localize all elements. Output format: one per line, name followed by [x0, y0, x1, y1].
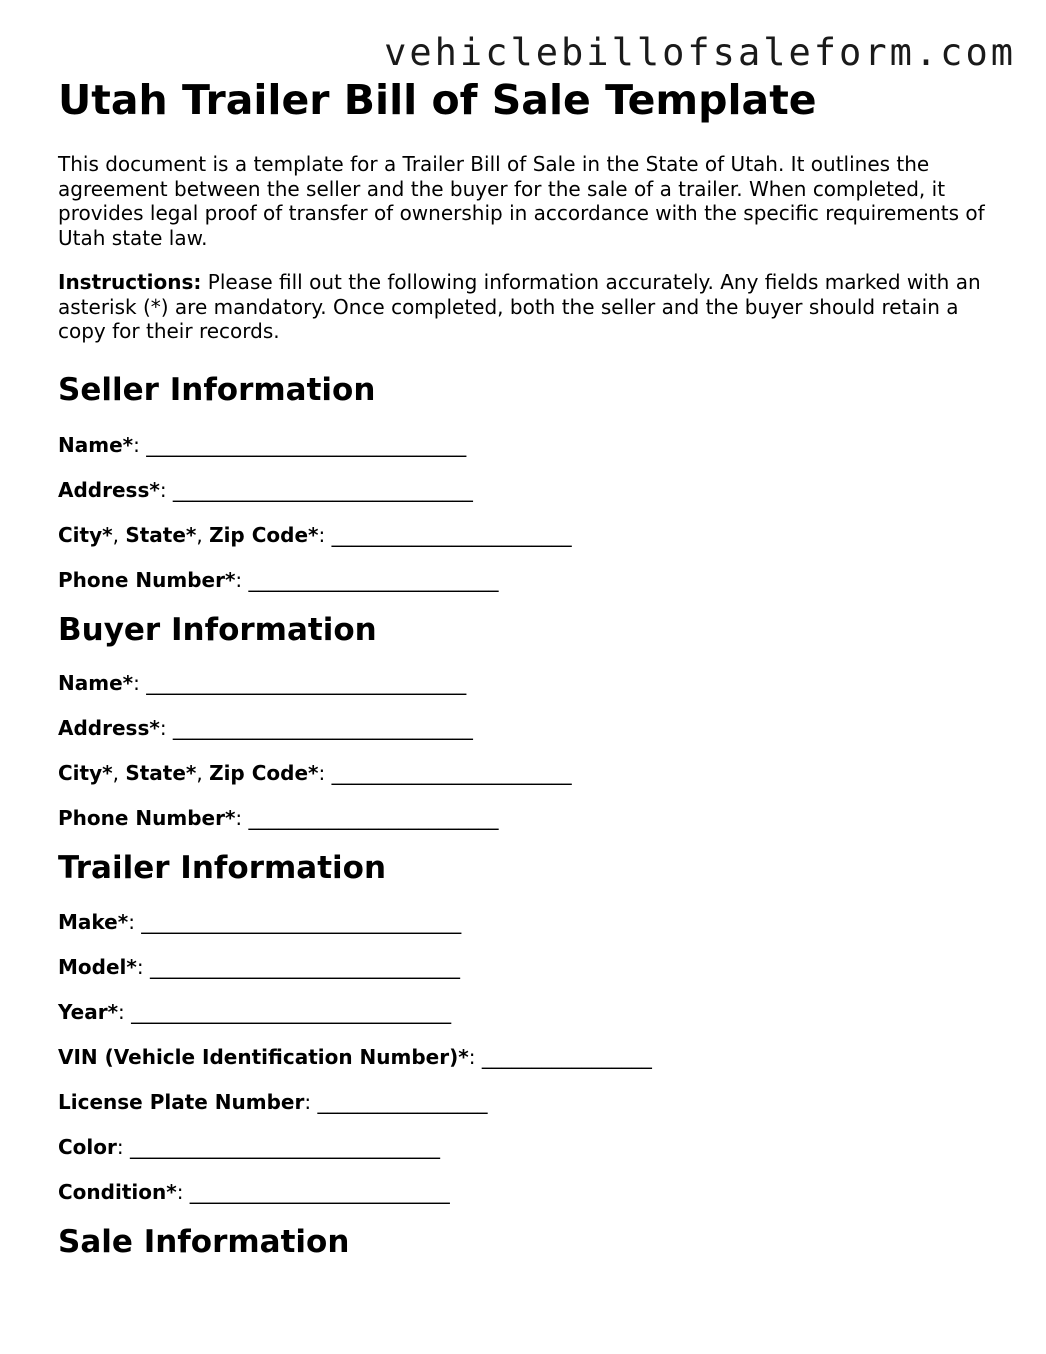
seller-phone-label: Phone Number* — [58, 567, 236, 592]
sale-heading: Sale Information — [58, 1223, 350, 1260]
trailer-license-plate-field[interactable]: License Plate Number: _________________ — [58, 1089, 488, 1114]
trailer-year-label: Year* — [58, 999, 119, 1024]
seller-phone-blank[interactable]: _________________________ — [248, 567, 499, 592]
seller-address-label: Address* — [58, 477, 160, 502]
trailer-condition-label: Condition* — [58, 1179, 177, 1204]
watermark: vehiclebillofsaleform.com — [384, 31, 1016, 74]
buyer-phone-blank[interactable]: _________________________ — [248, 805, 499, 830]
trailer-condition-field[interactable]: Condition*: __________________________ — [58, 1179, 450, 1204]
buyer-address-blank[interactable]: ______________________________ — [172, 715, 473, 740]
seller-city-state-zip-blank[interactable]: ________________________ — [331, 522, 572, 547]
buyer-name-blank[interactable]: ________________________________ — [146, 670, 467, 695]
trailer-vin-label: VIN (Vehicle Identification Number)* — [58, 1044, 469, 1069]
trailer-year-blank[interactable]: ________________________________ — [131, 999, 452, 1024]
trailer-license-plate-blank[interactable]: _________________ — [317, 1089, 488, 1114]
intro-paragraph: This document is a template for a Trailer Bill of Sale in the State of Utah. It outlines the agreement between the seller and the buyer for the sale of a trailer. When completed, it provides legal proof of transfer of ownership in accordance with the specific requirements of Utah state law. — [58, 152, 985, 250]
buyer-city-state-zip-blank[interactable]: ________________________ — [331, 760, 572, 785]
trailer-model-label: Model* — [58, 954, 137, 979]
buyer-city-state-zip-field[interactable]: City*, State*, Zip Code*: ________________________ — [58, 760, 572, 785]
instructions-text: Please fill out the following information accurately. Any fields marked with an asterisk (*) are mandatory. Once completed, both the seller and the buyer should retain a copy for their records. — [58, 270, 981, 343]
instructions-label: Instructions: — [58, 270, 202, 294]
document-body — [58, 76, 998, 1261]
seller-state-label: State* — [125, 522, 197, 547]
trailer-model-field[interactable]: Model*: _______________________________ — [58, 954, 460, 979]
buyer-address-label: Address* — [58, 715, 160, 740]
trailer-make-field[interactable]: Make*: ________________________________ — [58, 909, 462, 934]
trailer-license-plate-label: License Plate Number — [58, 1089, 305, 1114]
trailer-heading: Trailer Information — [58, 849, 387, 886]
page-title: Utah Trailer Bill of Sale Template — [58, 76, 817, 124]
trailer-color-label: Color — [58, 1134, 117, 1159]
buyer-phone-field[interactable]: Phone Number*: _________________________ — [58, 805, 499, 830]
buyer-phone-label: Phone Number* — [58, 805, 236, 830]
trailer-condition-blank[interactable]: __________________________ — [189, 1179, 450, 1204]
trailer-color-blank[interactable]: _______________________________ — [130, 1134, 440, 1159]
seller-address-field[interactable]: Address*: ______________________________ — [58, 477, 473, 502]
seller-heading: Seller Information — [58, 371, 376, 408]
trailer-year-field[interactable]: Year*: ________________________________ — [58, 999, 452, 1024]
seller-city-label: City* — [58, 522, 113, 547]
buyer-name-label: Name* — [58, 670, 134, 695]
seller-city-state-zip-field[interactable]: City*, State*, Zip Code*: ________________________ — [58, 522, 572, 547]
trailer-make-label: Make* — [58, 909, 129, 934]
buyer-state-label: State* — [125, 760, 197, 785]
trailer-vin-blank[interactable]: _________________ — [481, 1044, 652, 1069]
seller-name-blank[interactable]: ________________________________ — [146, 432, 467, 457]
buyer-heading: Buyer Information — [58, 611, 377, 648]
trailer-color-field[interactable]: Color: _______________________________ — [58, 1134, 440, 1159]
trailer-vin-field[interactable]: VIN (Vehicle Identification Number)*: _________________ — [58, 1044, 652, 1069]
trailer-model-blank[interactable]: _______________________________ — [149, 954, 460, 979]
trailer-make-blank[interactable]: ________________________________ — [141, 909, 462, 934]
buyer-zip-label: Zip Code* — [209, 760, 319, 785]
seller-name-field[interactable]: Name*: ________________________________ — [58, 432, 467, 457]
seller-address-blank[interactable]: ______________________________ — [172, 477, 473, 502]
buyer-address-field[interactable]: Address*: ______________________________ — [58, 715, 473, 740]
seller-name-label: Name* — [58, 432, 134, 457]
seller-phone-field[interactable]: Phone Number*: _________________________ — [58, 567, 499, 592]
instructions-paragraph — [58, 270, 998, 344]
buyer-name-field[interactable]: Name*: ________________________________ — [58, 670, 467, 695]
seller-zip-label: Zip Code* — [209, 522, 319, 547]
buyer-city-label: City* — [58, 760, 113, 785]
